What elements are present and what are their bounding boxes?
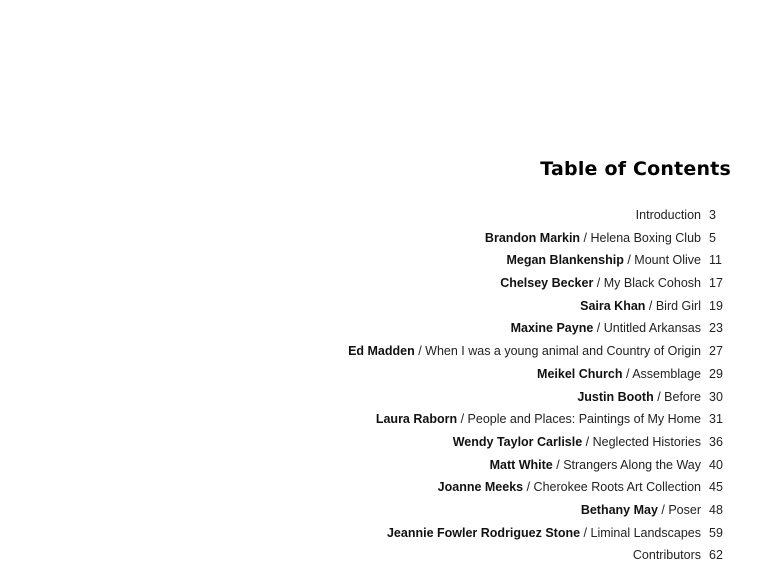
toc-entry-author: Chelsey Becker (500, 276, 594, 291)
toc-entry-author: Joanne Meeks (437, 480, 524, 495)
toc-entry-title: My Black Cohosh (603, 276, 701, 291)
toc-entry-text (511, 321, 701, 335)
toc-entry-page-number: 62 (709, 548, 723, 563)
toc-separator: / (580, 525, 591, 540)
toc-entry[interactable] (348, 458, 731, 481)
toc-separator: / (457, 412, 468, 427)
toc-entry-text (438, 480, 701, 494)
toc-entry-text (490, 458, 701, 472)
toc-separator: / (622, 366, 633, 381)
toc-entry-title: Assemblage (632, 366, 701, 381)
toc-separator: / (414, 344, 426, 359)
toc-entry-title: Before (664, 389, 701, 404)
toc-entry-title: Helena Boxing Club (590, 230, 701, 245)
toc-entry-title: Neglected Histories (592, 434, 701, 449)
toc-entry-text (387, 526, 701, 540)
toc-separator: / (552, 457, 564, 472)
toc-entry-title: Untitled Arkansas (603, 321, 701, 336)
toc-separator: / (657, 502, 669, 517)
toc-entry[interactable] (348, 526, 731, 549)
toc-entry-author: Jeannie Fowler Rodriguez Stone (386, 525, 581, 540)
toc-entry-author: Matt White (489, 457, 553, 472)
page-title: Table of Contents (540, 158, 731, 180)
toc-entry-text (506, 253, 701, 267)
toc-entry-title: Contributors (632, 548, 701, 563)
toc-entry-text (577, 390, 701, 404)
toc-entry-author: Saira Khan (580, 298, 646, 313)
toc-entry-title: Mount Olive (634, 253, 701, 268)
toc-entry-text (376, 412, 701, 426)
toc-entry-title: Liminal Landscapes (590, 525, 701, 540)
toc-entry-author: Brandon Markin (484, 230, 581, 245)
toc-entry[interactable] (348, 480, 731, 503)
toc-entry-author: Ed Madden (348, 344, 415, 359)
toc-entry-text (581, 503, 701, 517)
toc-entry[interactable] (348, 208, 731, 231)
toc-entry-page-number: 17 (709, 276, 723, 291)
toc-entry-author: Wendy Taylor Carlisle (452, 434, 583, 449)
toc-separator: / (593, 321, 604, 336)
toc-entry-page-number: 11 (709, 253, 722, 268)
toc-entry-page-number: 40 (709, 457, 723, 472)
toc-entry-title: Cherokee Roots Art Collection (533, 480, 701, 495)
toc-separator: / (593, 276, 604, 291)
toc-entry[interactable] (348, 390, 731, 413)
toc-entry[interactable] (348, 344, 731, 367)
toc-entry-author: Bethany May (580, 502, 658, 517)
toc-entry-page-number: 27 (709, 344, 723, 359)
toc-entry[interactable] (348, 367, 731, 390)
toc-separator: / (653, 389, 665, 404)
toc-entry[interactable] (348, 412, 731, 435)
toc-entry-text (636, 208, 701, 222)
toc-entry-page-number: 5 (709, 230, 716, 245)
toc-entry-author: Meikel Church (537, 366, 623, 381)
toc-separator: / (623, 253, 635, 268)
toc-entry-text (485, 231, 701, 245)
table-of-contents (348, 208, 731, 571)
toc-separator: / (523, 480, 534, 495)
toc-entry-page-number: 29 (709, 366, 723, 381)
toc-separator: / (645, 298, 656, 313)
toc-entry-title: Bird Girl (655, 298, 701, 313)
toc-entry[interactable] (348, 299, 731, 322)
toc-entry-page-number: 19 (709, 298, 723, 313)
toc-entry-text (500, 276, 701, 290)
toc-entry-title: Poser (668, 502, 701, 517)
toc-entry-title: When I was a young animal and Country of Origin (425, 344, 701, 359)
toc-entry[interactable] (348, 548, 731, 571)
toc-entry-page-number: 59 (709, 525, 723, 540)
toc-entry-author: Megan Blankenship (506, 253, 624, 268)
toc-entry[interactable] (348, 231, 731, 254)
toc-entry[interactable] (348, 321, 731, 344)
toc-entry[interactable] (348, 435, 731, 458)
toc-entry-text (537, 367, 701, 381)
toc-entry-title: Introduction (635, 208, 701, 222)
toc-entry[interactable] (348, 253, 731, 276)
toc-entry-page-number: 23 (709, 321, 723, 336)
toc-entry-text (580, 299, 701, 313)
toc-separator: / (582, 434, 593, 449)
toc-entry-title: Strangers Along the Way (563, 457, 701, 472)
toc-entry-text (633, 548, 701, 562)
toc-separator: / (580, 230, 591, 245)
toc-entry-author: Maxine Payne (510, 321, 594, 336)
toc-entry-author: Laura Raborn (375, 412, 458, 427)
toc-entry-page-number: 3 (709, 208, 716, 222)
toc-entry-text (453, 435, 701, 449)
toc-entry-page-number: 36 (709, 434, 723, 449)
toc-entry-author: Justin Booth (577, 389, 654, 404)
toc-entry-text (348, 344, 701, 358)
toc-entry-page-number: 30 (709, 389, 723, 404)
toc-entry-page-number: 31 (709, 412, 723, 427)
toc-entry-title: People and Places: Paintings of My Home (467, 412, 701, 427)
toc-entry-page-number: 45 (709, 480, 723, 495)
toc-entry[interactable] (348, 503, 731, 526)
toc-entry[interactable] (348, 276, 731, 299)
toc-entry-page-number: 48 (709, 502, 723, 517)
